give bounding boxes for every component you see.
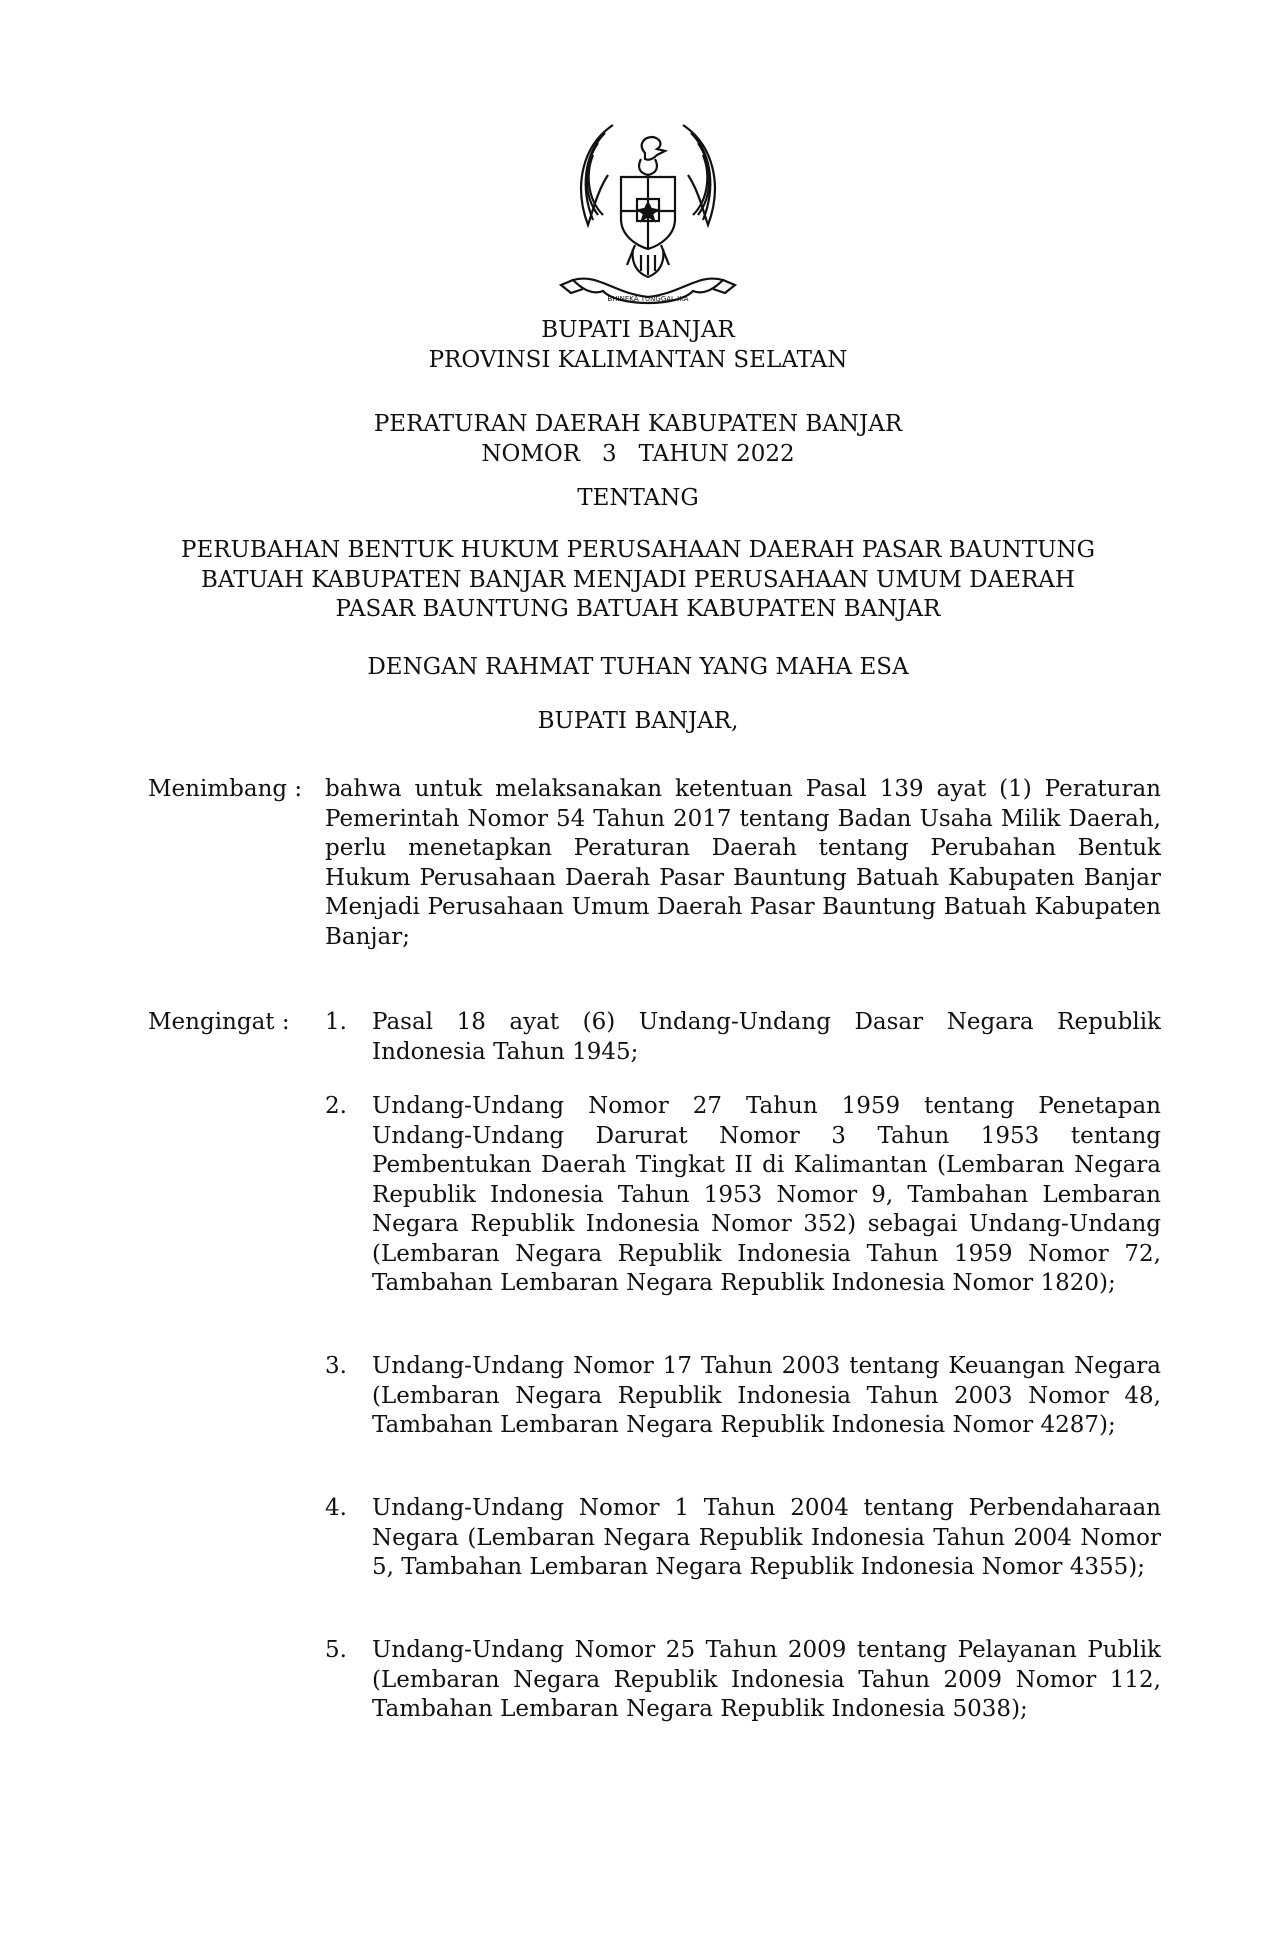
item-number: 3. (325, 1353, 347, 1379)
garuda-emblem-icon (553, 115, 743, 315)
authority-line: BUPATI BANJAR, (537, 708, 739, 734)
emblem-motto: BHINEKA TUNGGAL IKA (607, 295, 689, 303)
item-text: Undang-Undang Nomor 27 Tahun 1959 tentang Penetapan Undang-Undang Darurat Nomor 3 Tahun 1953 tentang Pembentukan Daerah Tingkat II di Kalimantan (Lembaran Negara Republik Indonesia Tahun 1953 Nomor 9, Tambahan Lembaran Negara Republik Indonesia Nomor 352) sebagai Undang-Undang (Lembaran Negara Republik Indonesia Tahun 1959 Nomor 72, Tambahan Lembaran Negara Republik Indonesia Nomor 1820); (372, 1093, 1161, 1296)
subject-line: BATUAH KABUPATEN BANJAR MENJADI PERUSAHAAN UMUM DAERAH (201, 566, 1075, 593)
item-text: Undang-Undang Nomor 1 Tahun 2004 tentang Perbendaharaan Negara (Lembaran Negara Republik Indonesia Tahun 2004 Nomor 5, Tambahan Lembaran Negara Republik Indonesia Nomor 4355); (372, 1495, 1161, 1580)
blessing-line: DENGAN RAHMAT TUHAN YANG MAHA ESA (367, 654, 909, 680)
subject-line: PASAR BAUNTUNG BATUAH KABUPATEN BANJAR (335, 596, 941, 622)
mengingat-item (325, 1092, 1161, 1299)
regulation-subject (0, 536, 1276, 625)
province-title: PROVINSI KALIMANTAN SELATAN (428, 346, 848, 373)
menimbang-text: bahwa untuk melaksanakan ketentuan Pasal 139 ayat (1) Peraturan Pemerintah Nomor 54 Tahun 2017 tentang Badan Usaha Milik Daerah, perlu menetapkan Peraturan Daerah tentang Perubahan Bentuk Hukum Perusahaan Daerah Pasar Bauntung Batuah Kabupaten Banjar Menjadi Perusahaan Umum Daerah Pasar Bauntung Batuah Kabupaten Banjar; (325, 776, 1161, 950)
official-title: BUPATI BANJAR (541, 317, 735, 343)
mengingat-item (325, 1008, 1161, 1067)
menimbang-label: Menimbang : (148, 776, 303, 802)
regulation-number: NOMOR 3 TAHUN 2022 (481, 440, 795, 467)
header-block-1 (0, 316, 1276, 375)
header-block-2 (0, 410, 1276, 469)
item-number: 1. (325, 1009, 347, 1035)
item-number: 5. (325, 1637, 347, 1663)
item-text: Undang-Undang Nomor 17 Tahun 2003 tentang Keuangan Negara (Lembaran Negara Republik Indonesia Tahun 2003 Nomor 48, Tambahan Lembaran Negara Republik Indonesia Nomor 4287); (372, 1353, 1161, 1438)
mengingat-item (325, 1352, 1161, 1441)
item-text: Undang-Undang Nomor 25 Tahun 2009 tentang Pelayanan Publik (Lembaran Negara Republik Indonesia Tahun 2009 Nomor 112, Tambahan Lembaran Negara Republik Indonesia 5038); (372, 1637, 1161, 1722)
item-number: 2. (325, 1093, 347, 1119)
about-heading: TENTANG (577, 485, 699, 511)
mengingat-item (325, 1636, 1161, 1725)
subject-line: PERUBAHAN BENTUK HUKUM PERUSAHAAN DAERAH PASAR BAUNTUNG (180, 537, 1096, 563)
item-number: 4. (325, 1495, 347, 1521)
item-text: Pasal 18 ayat (6) Undang-Undang Dasar Negara Republik Indonesia Tahun 1945; (372, 1009, 1161, 1065)
regulation-title: PERATURAN DAERAH KABUPATEN BANJAR (373, 411, 903, 437)
mengingat-item (325, 1494, 1161, 1583)
mengingat-label: Mengingat : (148, 1009, 290, 1035)
